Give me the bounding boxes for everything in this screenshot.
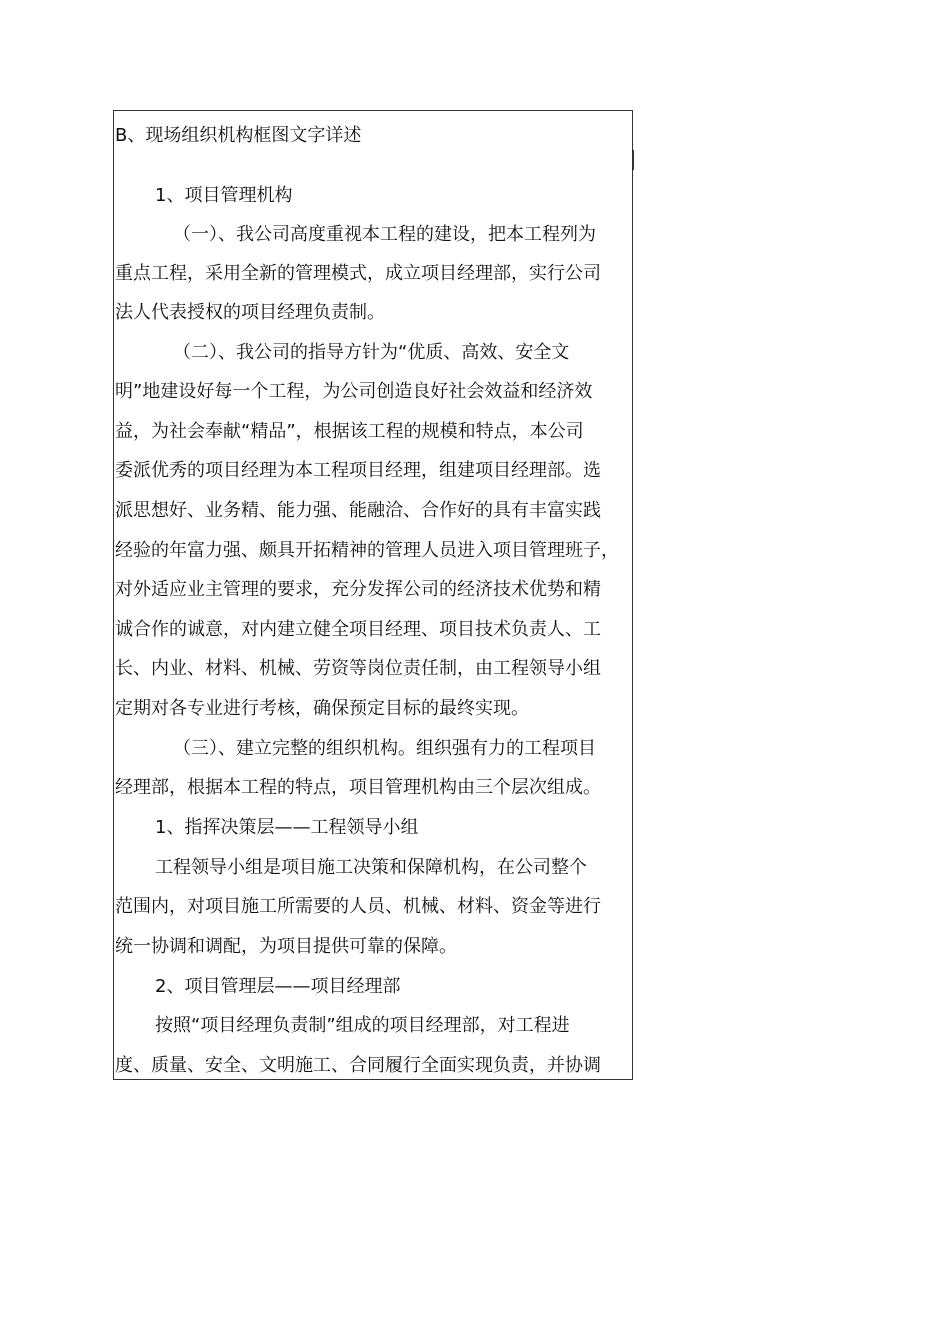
paragraph-line: 按照“项目经理负责制”组成的项目经理部，对工程进 — [155, 1015, 570, 1036]
paragraph-line: 对外适应业主管理的要求，充分发挥公司的经济技术优势和精 — [115, 579, 601, 600]
paragraph-line: 明”地建设好每一个工程，为公司创造良好社会效益和经济效 — [115, 381, 593, 402]
paragraph-line: 经验的年富力强、颇具开拓精神的管理人员进入项目管理班子， — [115, 540, 619, 561]
paragraph-line: （二）、我公司的指导方针为“优质、高效、安全文 — [173, 342, 570, 363]
paragraph-line: （一）、我公司高度重视本工程的建设，把本工程列为 — [173, 224, 596, 245]
paragraph-line: 范围内，对项目施工所需要的人员、机械、材料、资金等进行 — [115, 896, 601, 917]
frame-right-mark — [632, 150, 634, 170]
paragraph-line: 工程领导小组是项目施工决策和保障机构，在公司整个 — [155, 857, 587, 878]
paragraph-line: 法人代表授权的项目经理负责制。 — [115, 302, 385, 323]
section-title: B、现场组织机构框图文字详述 — [115, 125, 362, 146]
paragraph-line: 委派优秀的项目经理为本工程项目经理，组建项目经理部。选 — [115, 460, 601, 481]
heading-project-management: 1、项目管理机构 — [155, 185, 293, 206]
subheading-decision-layer: 1、指挥决策层——工程领导小组 — [155, 817, 419, 838]
paragraph-line: 益，为社会奉献“精品”，根据该工程的规模和特点，本公司 — [115, 421, 584, 442]
paragraph-line: 派思想好、业务精、能力强、能融洽、合作好的具有丰富实践 — [115, 500, 601, 521]
paragraph-line: （三）、建立完整的组织机构。组织强有力的工程项目 — [173, 738, 596, 759]
paragraph-line: 长、内业、材料、机械、劳资等岗位责任制，由工程领导小组 — [115, 658, 601, 679]
paragraph-line: 诚合作的诚意，对内建立健全项目经理、项目技术负责人、工 — [115, 619, 601, 640]
subheading-management-layer: 2、项目管理层——项目经理部 — [155, 976, 401, 997]
paragraph-line: 定期对各专业进行考核，确保预定目标的最终实现。 — [115, 698, 529, 719]
paragraph-line: 重点工程，采用全新的管理模式，成立项目经理部，实行公司 — [115, 263, 601, 284]
paragraph-line: 统一协调和调配，为项目提供可靠的保障。 — [115, 936, 457, 957]
paragraph-line: 度、质量、安全、文明施工、合同履行全面实现负责，并协调 — [115, 1055, 601, 1076]
paragraph-line: 经理部，根据本工程的特点，项目管理机构由三个层次组成。 — [115, 777, 601, 798]
